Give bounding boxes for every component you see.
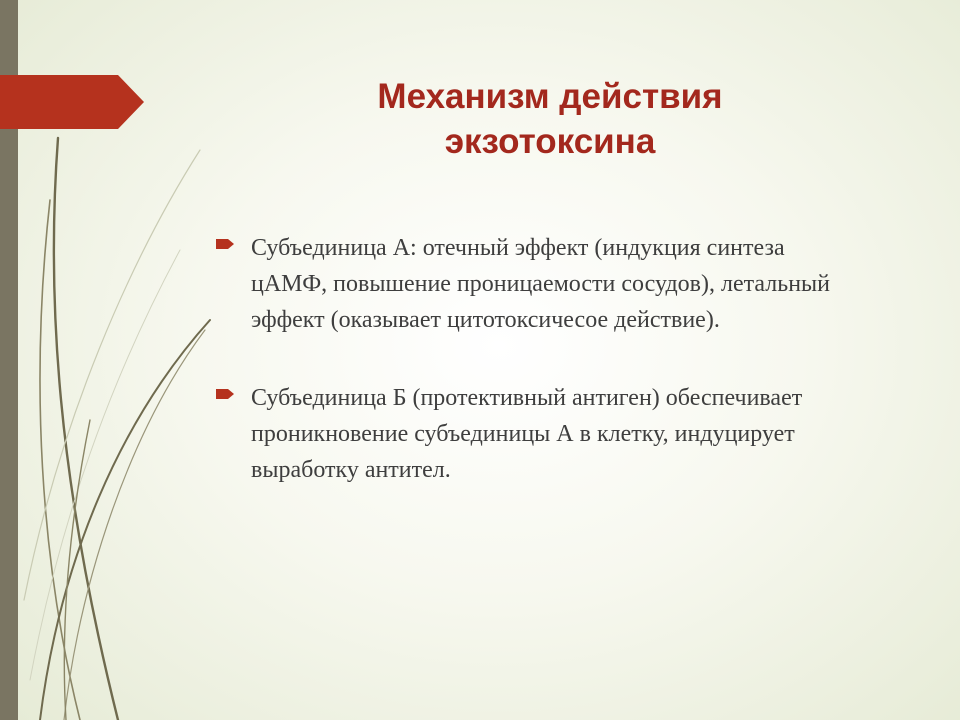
bullet-item: [216, 230, 866, 338]
arrow-bullet-icon: [216, 238, 234, 250]
bullet-text: Субъединица А: отечный эффект (индукция синтеза цАМФ, повышение проницаемости сосудов), летальный эффект (оказывает цитотоксичесое действие).: [251, 235, 830, 333]
slide-title: [250, 74, 850, 164]
bullet-list: [216, 230, 866, 488]
title-line-2: экзотоксина: [444, 122, 656, 161]
title-line-1: Механизм действия: [377, 77, 723, 116]
arrow-bullet-icon: [216, 388, 234, 400]
bullet-text: Субъединица Б (протективный антиген) обеспечивает проникновение субъединицы А в клетку, индуцирует выработку антител.: [251, 385, 803, 483]
bullet-item: [216, 380, 866, 488]
title-arrow-shape: [0, 75, 144, 129]
